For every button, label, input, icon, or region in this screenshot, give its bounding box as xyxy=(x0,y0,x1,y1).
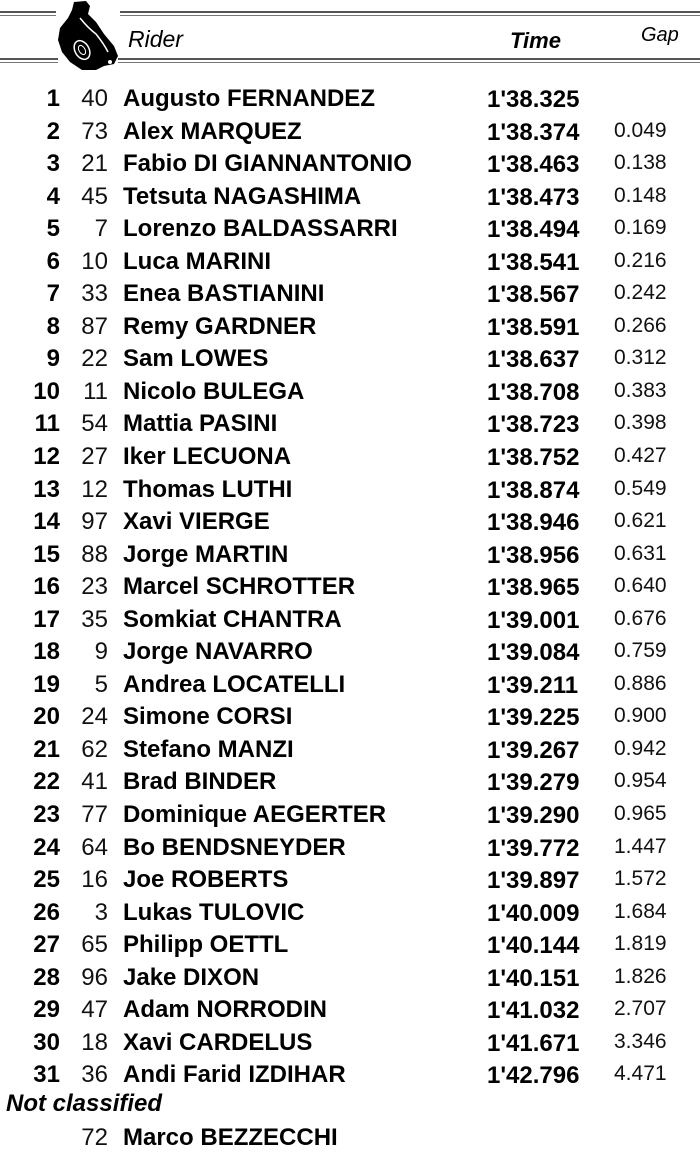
rider-number: 54 xyxy=(81,410,108,438)
rider-number: 11 xyxy=(83,377,108,405)
lap-time: 1'38.325 xyxy=(487,86,580,113)
rider-name: Lorenzo BALDASSARRI xyxy=(123,215,398,243)
table-row xyxy=(0,962,700,995)
rider-name: Marco BEZZECCHI xyxy=(123,1124,338,1151)
rider-number: 35 xyxy=(81,605,108,633)
table-row xyxy=(0,604,700,637)
position: 7 xyxy=(46,280,60,308)
lap-time: 1'39.211 xyxy=(487,671,579,699)
gap-to-leader: 0.383 xyxy=(614,378,667,402)
lap-time: 1'39.290 xyxy=(487,802,580,830)
lap-time: 1'39.225 xyxy=(487,704,580,732)
rider-name: Jake DIXON xyxy=(123,963,260,991)
position: 18 xyxy=(33,638,60,666)
rider-name: Bo BENDSNEYDER xyxy=(123,833,346,861)
rider-name: Augusto FERNANDEZ xyxy=(123,85,375,112)
rider-name: Adam NORRODIN xyxy=(123,996,328,1024)
table-row xyxy=(0,1059,700,1092)
lap-time: 1'41.671 xyxy=(487,1029,580,1057)
rider-name: Stefano MANZI xyxy=(123,735,294,763)
gap-to-leader: 0.427 xyxy=(614,444,667,468)
rider-name: Enea BASTIANINI xyxy=(123,280,325,308)
table-row xyxy=(0,181,700,214)
table-row xyxy=(0,636,700,669)
gap-to-leader: 1.826 xyxy=(614,964,667,988)
not-classified-label: Not classified xyxy=(6,1090,163,1117)
lap-time: 1'38.946 xyxy=(487,509,580,537)
rider-number: 21 xyxy=(81,150,108,178)
position: 22 xyxy=(33,768,60,796)
gap-to-leader: 3.346 xyxy=(614,1029,667,1053)
rider-name: Andi Farid IZDIHAR xyxy=(123,1061,346,1089)
position: 10 xyxy=(33,377,60,405)
lap-time: 1'39.897 xyxy=(487,867,580,895)
rider-number: 72 xyxy=(81,1124,108,1151)
rider-name: Xavi CARDELUS xyxy=(123,1028,313,1056)
results-table xyxy=(0,83,700,1092)
header-top-rule-right-2 xyxy=(120,15,700,16)
rider-name: Philipp OETTL xyxy=(123,931,289,959)
gap-to-leader: 1.684 xyxy=(614,899,667,923)
rider-name: Luca MARINI xyxy=(123,247,272,275)
rider-number: 36 xyxy=(81,1061,108,1089)
position: 30 xyxy=(33,1028,60,1056)
lap-time: 1'38.723 xyxy=(487,411,580,439)
rider-number: 16 xyxy=(81,866,108,894)
table-row xyxy=(0,213,700,246)
rider-number: 87 xyxy=(81,312,108,340)
rider-name: Thomas LUTHI xyxy=(123,475,293,503)
rider-name: Andrea LOCATELLI xyxy=(123,670,346,698)
table-row xyxy=(0,83,700,116)
rider-number: 73 xyxy=(81,117,108,145)
lap-time: 1'41.032 xyxy=(487,997,580,1025)
table-row xyxy=(0,506,700,539)
lap-time: 1'38.708 xyxy=(487,378,580,406)
table-row xyxy=(0,734,700,767)
lap-time: 1'39.001 xyxy=(487,606,580,634)
position: 20 xyxy=(33,703,60,731)
position: 16 xyxy=(33,573,60,601)
gap-to-leader: 0.169 xyxy=(614,216,667,240)
rider-name: Dominique AEGERTER xyxy=(123,801,387,829)
table-row xyxy=(0,701,700,734)
lap-time: 1'39.267 xyxy=(487,736,580,764)
rider-name: Xavi VIERGE xyxy=(123,508,270,536)
rider-name: Fabio DI GIANNANTONIO xyxy=(123,150,412,178)
table-row xyxy=(0,343,700,376)
rider-number: 96 xyxy=(81,963,108,991)
header-bottom-rule-left-2 xyxy=(0,62,58,63)
table-row xyxy=(0,766,700,799)
rider-number: 97 xyxy=(81,508,108,536)
position: 6 xyxy=(46,247,60,275)
column-header-time: Time xyxy=(510,28,561,53)
rider-name: Brad BINDER xyxy=(123,768,277,796)
table-row xyxy=(0,278,700,311)
lap-time: 1'38.463 xyxy=(487,151,580,179)
lap-time: 1'38.956 xyxy=(487,541,580,569)
table-row xyxy=(0,864,700,897)
gap-to-leader: 0.216 xyxy=(614,248,667,272)
gap-to-leader: 0.312 xyxy=(614,346,667,370)
lap-time: 1'38.752 xyxy=(487,444,580,472)
rider-number: 45 xyxy=(81,182,108,210)
lap-time: 1'39.084 xyxy=(487,639,580,667)
column-header-gap: Gap xyxy=(641,24,679,46)
table-row xyxy=(0,929,700,962)
lap-time: 1'40.009 xyxy=(487,899,580,927)
position: 13 xyxy=(33,475,60,503)
table-row xyxy=(0,246,700,279)
table-row xyxy=(0,441,700,474)
header-top-rule-left xyxy=(0,11,56,13)
gap-to-leader: 0.049 xyxy=(614,118,667,142)
rider-number: 62 xyxy=(81,735,108,763)
lap-time: 1'38.591 xyxy=(487,313,580,341)
table-row xyxy=(0,539,700,572)
position: 21 xyxy=(33,735,60,763)
column-header-rider: Rider xyxy=(128,26,183,52)
lap-time: 1'38.541 xyxy=(487,248,580,276)
position: 17 xyxy=(33,605,60,633)
gap-to-leader: 0.242 xyxy=(614,281,667,305)
rider-number: 77 xyxy=(81,801,108,829)
table-row xyxy=(0,994,700,1027)
gap-to-leader: 4.471 xyxy=(614,1062,667,1086)
rider-number: 27 xyxy=(81,443,108,471)
gap-to-leader: 0.148 xyxy=(614,183,667,207)
position: 1 xyxy=(46,85,60,112)
gap-to-leader: 1.447 xyxy=(614,834,667,858)
lap-time: 1'38.874 xyxy=(487,476,580,504)
rider-name: Remy GARDNER xyxy=(123,312,317,340)
gap-to-leader: 0.631 xyxy=(614,541,667,565)
table-row xyxy=(0,408,700,441)
rider-number: 10 xyxy=(81,247,108,275)
rider-name: Nicolo BULEGA xyxy=(123,377,305,405)
rider-name: Joe ROBERTS xyxy=(123,866,289,894)
position: 24 xyxy=(33,833,60,861)
motorcycle-rider-icon xyxy=(52,0,120,72)
header-bottom-rule-right xyxy=(118,58,700,60)
rider-name: Lukas TULOVIC xyxy=(123,898,305,926)
gap-to-leader: 0.676 xyxy=(614,606,667,630)
position: 27 xyxy=(33,931,60,959)
rider-number: 22 xyxy=(81,345,108,373)
header-top-rule-left-2 xyxy=(0,15,56,16)
rider-number: 88 xyxy=(81,540,108,568)
rider-number: 23 xyxy=(81,573,108,601)
gap-to-leader: 0.942 xyxy=(614,736,667,760)
rider-number: 65 xyxy=(81,931,108,959)
rider-name: Jorge MARTIN xyxy=(123,540,289,568)
position: 3 xyxy=(46,150,60,178)
gap-to-leader: 0.266 xyxy=(614,313,667,337)
header-bottom-rule-left xyxy=(0,58,58,60)
position: 14 xyxy=(33,508,60,536)
rider-name: Marcel SCHROTTER xyxy=(123,573,356,601)
table-row xyxy=(0,1027,700,1060)
rider-number: 5 xyxy=(94,670,108,698)
rider-name: Simone CORSI xyxy=(123,703,293,731)
rider-name: Jorge NAVARRO xyxy=(123,638,313,666)
rider-name: Iker LECUONA xyxy=(123,443,292,471)
position: 31 xyxy=(33,1061,60,1089)
position: 2 xyxy=(46,117,60,145)
rider-name: Alex MARQUEZ xyxy=(123,117,302,145)
lap-time: 1'39.279 xyxy=(487,769,580,797)
rider-number: 64 xyxy=(81,833,108,861)
gap-to-leader: 0.759 xyxy=(614,639,667,663)
position: 23 xyxy=(33,801,60,829)
rider-name: Mattia PASINI xyxy=(123,410,278,438)
rider-number: 33 xyxy=(81,280,108,308)
table-row xyxy=(0,799,700,832)
rider-number: 41 xyxy=(81,768,108,796)
gap-to-leader: 1.572 xyxy=(614,867,667,891)
gap-to-leader: 0.549 xyxy=(614,476,667,500)
results-header xyxy=(0,0,700,72)
position: 19 xyxy=(33,670,60,698)
lap-time: 1'38.965 xyxy=(487,574,580,602)
lap-time: 1'38.637 xyxy=(487,346,580,374)
position: 28 xyxy=(33,963,60,991)
table-row xyxy=(0,148,700,181)
lap-time: 1'38.494 xyxy=(487,216,580,244)
rider-number: 18 xyxy=(81,1028,108,1056)
gap-to-leader: 0.621 xyxy=(614,509,667,533)
table-row xyxy=(0,116,700,149)
lap-time: 1'38.567 xyxy=(487,281,580,309)
rider-number: 40 xyxy=(81,85,108,112)
position: 15 xyxy=(33,540,60,568)
position: 5 xyxy=(46,215,60,243)
lap-time: 1'38.473 xyxy=(487,183,580,211)
position: 26 xyxy=(33,898,60,926)
position: 29 xyxy=(33,996,60,1024)
rider-name: Sam LOWES xyxy=(123,345,269,373)
lap-time: 1'42.796 xyxy=(487,1062,580,1090)
rider-number: 9 xyxy=(94,638,108,666)
position: 12 xyxy=(33,443,60,471)
header-top-rule-right xyxy=(120,11,700,13)
position: 4 xyxy=(46,182,60,210)
table-row xyxy=(0,832,700,865)
lap-time: 1'39.772 xyxy=(487,834,580,862)
lap-time: 1'40.151 xyxy=(487,964,580,992)
gap-to-leader: 0.886 xyxy=(614,671,667,695)
rider-number: 12 xyxy=(81,475,108,503)
table-row xyxy=(0,376,700,409)
lap-time: 1'40.144 xyxy=(487,932,580,960)
position: 11 xyxy=(34,410,60,438)
rider-number: 24 xyxy=(81,703,108,731)
gap-to-leader: 0.640 xyxy=(614,574,667,598)
rider-name: Tetsuta NAGASHIMA xyxy=(123,182,362,210)
rider-number: 3 xyxy=(94,898,108,926)
position: 8 xyxy=(46,312,60,340)
table-row xyxy=(0,669,700,702)
table-row xyxy=(0,571,700,604)
table-row xyxy=(0,311,700,344)
rider-name: Somkiat CHANTRA xyxy=(123,605,342,633)
gap-to-leader: 0.900 xyxy=(614,704,667,728)
rider-number: 47 xyxy=(81,996,108,1024)
rider-number: 7 xyxy=(94,215,108,243)
gap-to-leader: 0.138 xyxy=(614,151,667,175)
position: 25 xyxy=(33,866,60,894)
position: 9 xyxy=(46,345,60,373)
gap-to-leader: 2.707 xyxy=(614,997,667,1021)
gap-to-leader: 0.398 xyxy=(614,411,667,435)
gap-to-leader: 1.819 xyxy=(614,932,667,956)
table-row xyxy=(0,897,700,930)
lap-time: 1'38.374 xyxy=(487,118,580,146)
not-classified-row xyxy=(0,1122,700,1156)
header-bottom-rule-right-2 xyxy=(118,62,700,63)
gap-to-leader: 0.965 xyxy=(614,802,667,826)
gap-to-leader: 0.954 xyxy=(614,769,667,793)
table-row xyxy=(0,474,700,507)
